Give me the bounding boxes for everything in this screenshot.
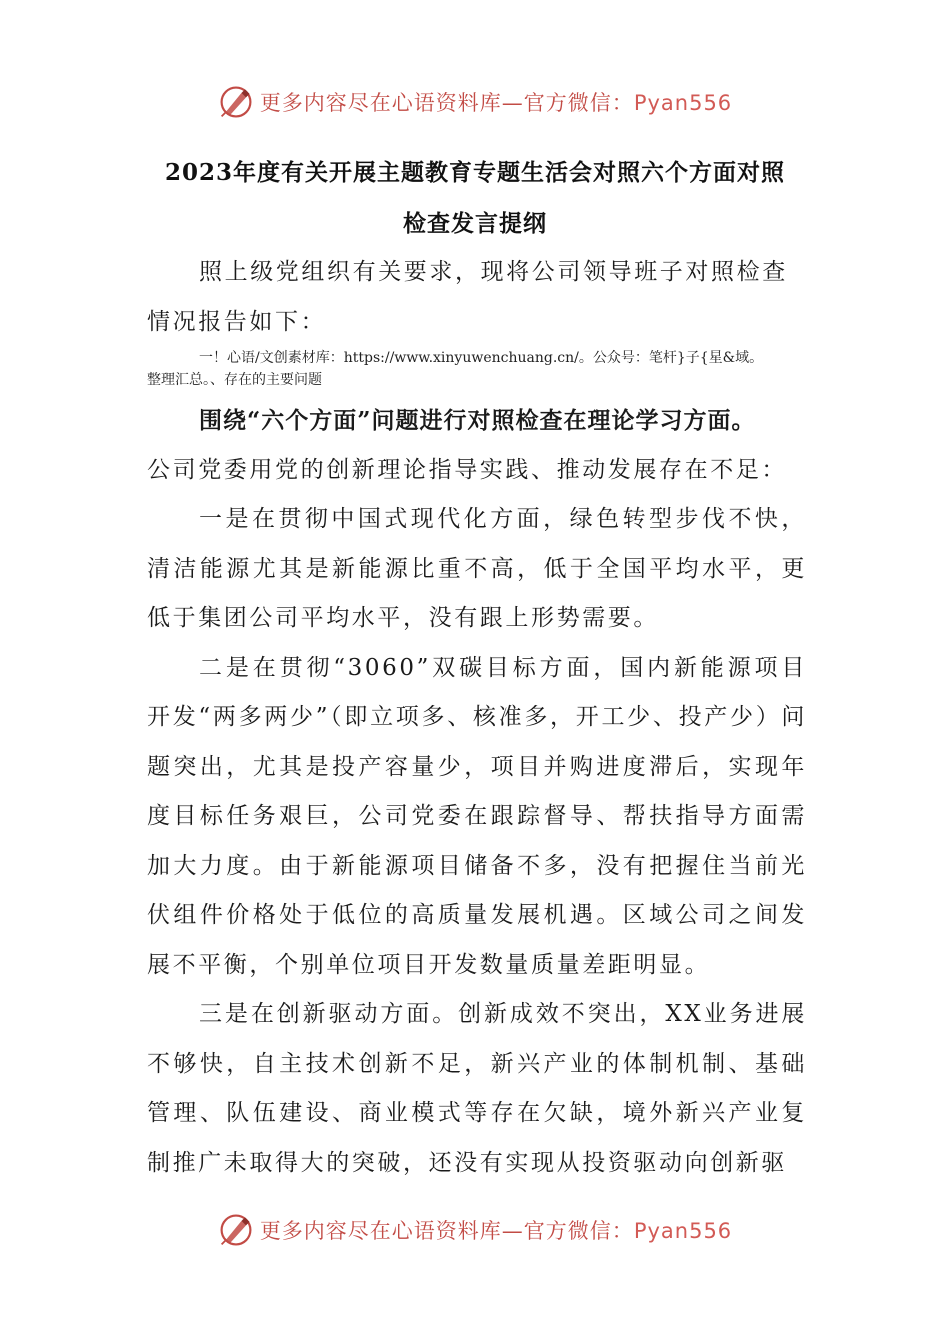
source-note-line2: 整理汇总。、存在的主要问题 — [147, 372, 322, 388]
document-title-line2: 检查发言提纲 — [403, 210, 547, 237]
watermark-text: 更多内容尽在心语资料库—官方微信：Pyan556 — [259, 1219, 733, 1243]
intro-line1: 照上级党组织有关要求，现将公司领导班子对照检查 — [199, 259, 788, 285]
source-note — [147, 347, 807, 391]
paragraph-3: 三是在创新驱动方面。创新成效不突出，XX业务进展不够快，自主技术创新不足，新兴产业的体制机制、基础管理、队伍建设、商业模式等存在欠缺，境外新兴产业复制推广未取得大的突破，还没有实现从投资驱动向创新驱 — [147, 1001, 807, 1176]
main-body — [147, 396, 827, 1188]
intro-paragraph — [147, 248, 807, 347]
pen-logo-icon — [218, 1212, 254, 1248]
document-title-line1: 2023年度有关开展主题教育专题生活会对照六个方面对照 — [164, 159, 785, 186]
paragraph-1: 一是在贯彻中国式现代化方面，绿色转型步伐不快，清洁能源尤其是新能源比重不高，低于全国平均水平，更低于集团公司平均水平，没有跟上形势需要。 — [147, 506, 807, 631]
watermark-banner-bottom — [0, 1208, 950, 1252]
watermark-text: 更多内容尽在心语资料库—官方微信：Pyan556 — [259, 91, 733, 115]
section-heading: 围绕“六个方面”问题进行对照检查在理论学习方面。 — [199, 407, 756, 434]
watermark-banner-top — [0, 80, 950, 124]
section-lead: 公司党委用党的创新理论指导实践、推动发展存在不足： — [147, 456, 787, 483]
intro-line2: 情况报告如下： — [147, 308, 327, 335]
source-note-line1: 一！心语/文创素材库：https://www.xinyuwenchuang.cn/。公众号：笔杆}子{星&域。 — [199, 350, 764, 366]
paragraph-2: 二是在贯彻“3060”双碳目标方面，国内新能源项目开发“两多两少”（即立项多、核准多，开工少、投产少）问题突出，尤其是投产容量少，项目并购进度滞后，实现年度目标任务艰巨，公司党委在跟踪督导、帮扶指导方面需加大力度。由于新能源项目储备不多，没有把握住当前光伏组件价格处于低位的高质量发展机遇。区域公司之间发展不平衡，个别单位项目开发数量质量差距明显。 — [147, 654, 807, 978]
pen-logo-icon — [218, 84, 254, 120]
